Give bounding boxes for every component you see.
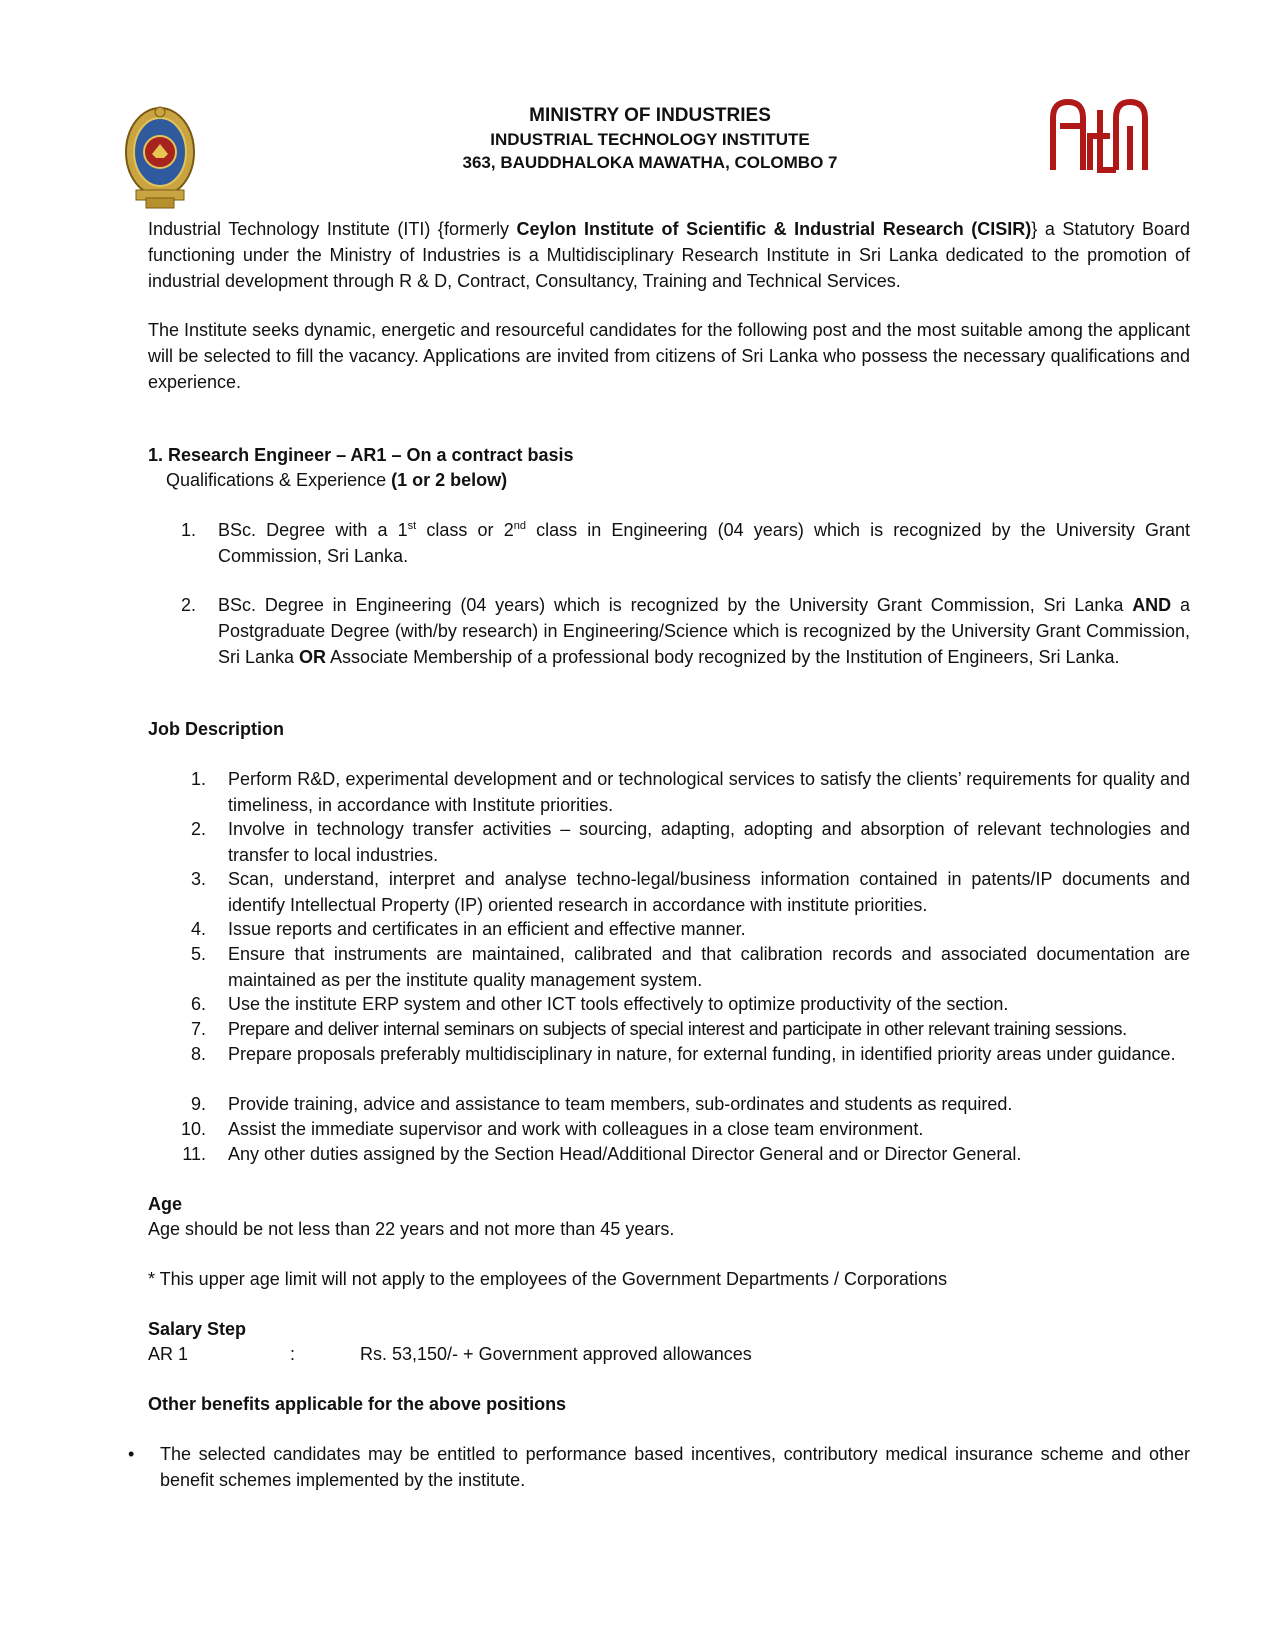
duty-item: Involve in technology transfer activities – sourcing, adapting, adopting and absorption of relevant technologies and transfer to local industries. (228, 819, 1190, 865)
job-description-heading: Job Description (148, 719, 285, 739)
duty-number: 6. (190, 994, 206, 1014)
duty-number: 4. (190, 919, 206, 939)
age-heading: Age (148, 1194, 183, 1214)
duty-number: 9. (190, 1094, 206, 1114)
intro-paragraph: Industrial Technology Institute (ITI) {formerly Ceylon Institute of Scientific & Industrial Research (CISIR)} a Statutory Board functioning under the Ministry of Industries is a Multidisciplinary Research Institute in Sri Lanka dedicated to the promotion of industrial development through R & D, Contract, Consultancy, Training and Technical Services. (148, 219, 1190, 291)
duty-item: Any other duties assigned by the Section Head/Additional Director General and or Director General. (228, 1144, 1022, 1164)
duty-item: Scan, understand, interpret and analyse techno-legal/business information contained in patents/IP documents and identify Intellectual Property (IP) oriented research in accordance with institute priorities. (228, 869, 1190, 915)
iti-logo (1050, 96, 1150, 176)
salary-colon: : (290, 1344, 296, 1364)
letterhead (400, 104, 900, 174)
institute-address: 363, BAUDDHALOKA MAWATHA, COLOMBO 7 (462, 153, 838, 172)
salary-amount: Rs. 53,150/- + Government approved allowances (360, 1344, 752, 1364)
duty-number: 1. (190, 769, 206, 789)
age-note: * This upper age limit will not apply to the employees of the Government Departments / Corporations (148, 1269, 948, 1289)
qualification-item: BSc. Degree with a 1st class or 2nd class in Engineering (04 years) which is recognized by the University Grant Commission, Sri Lanka. (218, 520, 1190, 566)
invitation-paragraph: The Institute seeks dynamic, energetic and resourceful candidates for the following post and the most suitable among the applicant will be selected to fill the vacancy. Applications are invited from citizens of Sri Lanka who possess the necessary qualifications and experience. (148, 320, 1190, 392)
benefit-item: The selected candidates may be entitled to performance based incentives, contributory medical insurance scheme and other benefit schemes implemented by the institute. (160, 1444, 1190, 1490)
duty-item: Prepare proposals preferably multidisciplinary in nature, for external funding, in identified priority areas under guidance. (228, 1044, 1176, 1064)
duty-item: Perform R&D, experimental development and or technological services to satisfy the clients’ requirements for quality and timeliness, in accordance with Institute priorities. (228, 769, 1190, 815)
age-text: Age should be not less than 22 years and not more than 45 years. (148, 1219, 675, 1239)
duty-number: 3. (190, 869, 206, 889)
duty-item: Issue reports and certificates in an efficient and effective manner. (228, 919, 746, 939)
duty-item: Use the institute ERP system and other ICT tools effectively to optimize productivity of the section. (228, 994, 1009, 1014)
duty-item: Ensure that instruments are maintained, calibrated and that calibration records and associated documentation are maintained as per the institute quality management system. (228, 944, 1190, 990)
ministry-name: MINISTRY OF INDUSTRIES (529, 105, 771, 126)
benefits-heading: Other benefits applicable for the above positions (148, 1394, 567, 1414)
qualifications-heading: Qualifications & Experience (1 or 2 below) (166, 470, 508, 490)
duty-number: 7. (190, 1019, 206, 1039)
duty-number: 8. (190, 1044, 206, 1064)
bullet-icon: • (128, 1444, 135, 1464)
duty-item: Prepare and deliver internal seminars on subjects of special interest and participate in other relevant training sessions. (228, 1019, 1127, 1039)
duty-number: 10. (180, 1119, 206, 1139)
duty-number: 2. (190, 819, 206, 839)
duty-number: 11. (182, 1144, 206, 1164)
qualification-number: 1. (180, 520, 196, 540)
qualification-item: BSc. Degree in Engineering (04 years) which is recognized by the University Grant Commission, Sri Lanka AND a Postgraduate Degree (with/by research) in Engineering/Science which is recognized by the University Grant Commission, Sri Lanka OR Associate Membership of a professional body recognized by the Institution of Engineers, Sri Lanka. (218, 595, 1190, 667)
duty-item: Assist the immediate supervisor and work with colleagues in a close team environment. (228, 1119, 924, 1139)
institute-name: INDUSTRIAL TECHNOLOGY INSTITUTE (490, 130, 810, 149)
duty-number: 5. (190, 944, 206, 964)
duty-item: Provide training, advice and assistance to team members, sub-ordinates and students as required. (228, 1094, 1013, 1114)
salary-grade: AR 1 (148, 1344, 189, 1364)
post-title: 1. Research Engineer – AR1 – On a contract basis (148, 445, 574, 465)
sri-lanka-emblem (122, 104, 198, 210)
qualification-number: 2. (180, 595, 196, 615)
salary-heading: Salary Step (148, 1319, 247, 1339)
